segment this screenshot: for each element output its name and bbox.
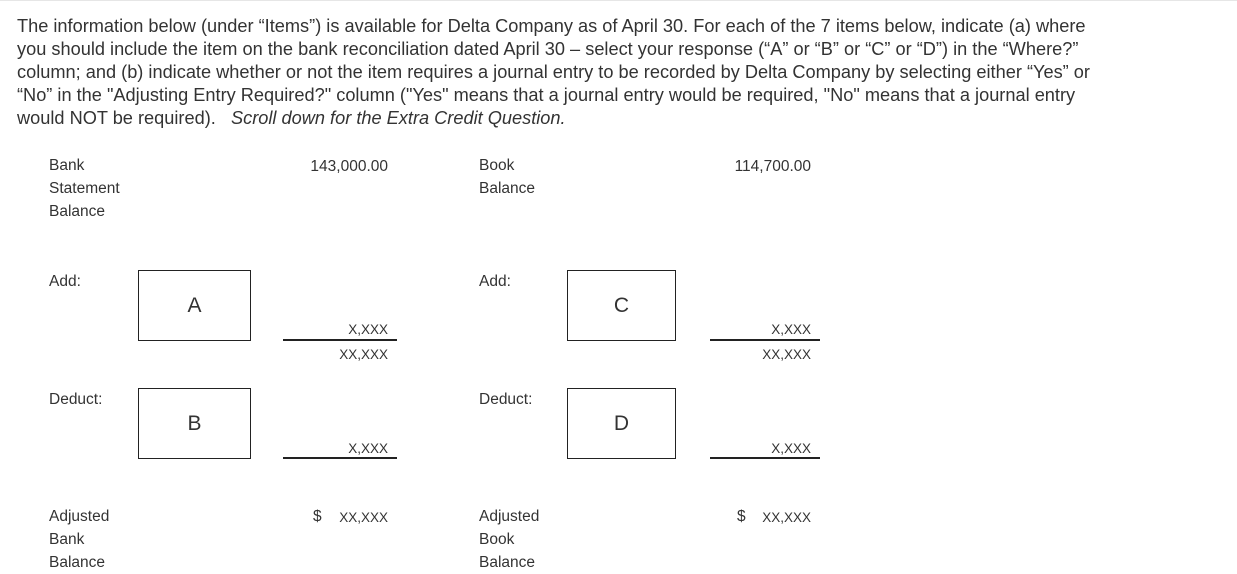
book-deduct-underline [710,457,820,459]
book-add-subtotal: XX,XXX [762,347,811,362]
instructions-line-4: “No” in the "Adjusting Entry Required?" column ("Yes" means that a journal entry would be required, "No" means that a journal entry [17,85,1076,105]
adjusted-book-balance-value: XX,XXX [762,510,811,525]
bank-deduct-box: B [138,388,251,459]
book-balance-value: 114,700.00 [734,158,811,175]
book-deduct-item-amount: X,XXX [771,441,811,456]
instructions-line-1: The information below (under “Items”) is available for Delta Company as of April 30. For each of the 7 items below, indicate (a) where [17,16,1086,36]
book-add-box: C [567,270,676,341]
instructions-line-5 [17,107,1217,130]
adjusted-book-balance-label: Adjusted Book Balance [479,508,540,571]
bank-add-box: A [138,270,251,341]
adjusted-bank-balance-value: XX,XXX [339,510,388,525]
book-deduct-label: Deduct: [479,391,533,408]
bank-statement-label-line-1: Bank Statement [49,157,120,197]
bank-statement-label-line-2: Balance [49,203,106,220]
bank-add-subtotal: XX,XXX [339,347,388,362]
instructions-text [17,15,1217,130]
extra-credit-note: Scroll down for the Extra Credit Question. [230,108,566,128]
bank-add-underline [283,339,397,341]
book-deduct-box: D [567,388,676,459]
bank-statement-balance-value: 143,000.00 [310,158,388,175]
bank-deduct-underline [283,457,397,459]
book-add-underline [710,339,820,341]
bank-add-label: Add: [49,273,81,290]
instructions-line-5-text: would NOT be required). [17,108,216,128]
bank-statement-balance-label [49,154,120,223]
book-balance-label: Book Balance [479,157,536,197]
book-add-label: Add: [479,273,511,290]
bank-deduct-label: Deduct: [49,391,103,408]
instructions-line-3: column; and (b) indicate whether or not the item requires a journal entry to be recorded by Delta Company by selecting either “Yes” or [17,62,1090,82]
bank-deduct-item-amount: X,XXX [348,441,388,456]
instructions-line-2: you should include the item on the bank reconciliation dated April 30 – select your response (“A” or “B” or “C” or “D”) in the “Where?” [17,39,1079,59]
bank-add-item-amount: X,XXX [348,322,388,337]
adjusted-book-dollar-sign: $ [737,508,746,525]
book-add-item-amount: X,XXX [771,322,811,337]
adjusted-bank-dollar-sign: $ [313,508,322,525]
top-divider [0,0,1237,1]
adjusted-bank-balance-label: Adjusted Bank Balance [49,508,110,571]
